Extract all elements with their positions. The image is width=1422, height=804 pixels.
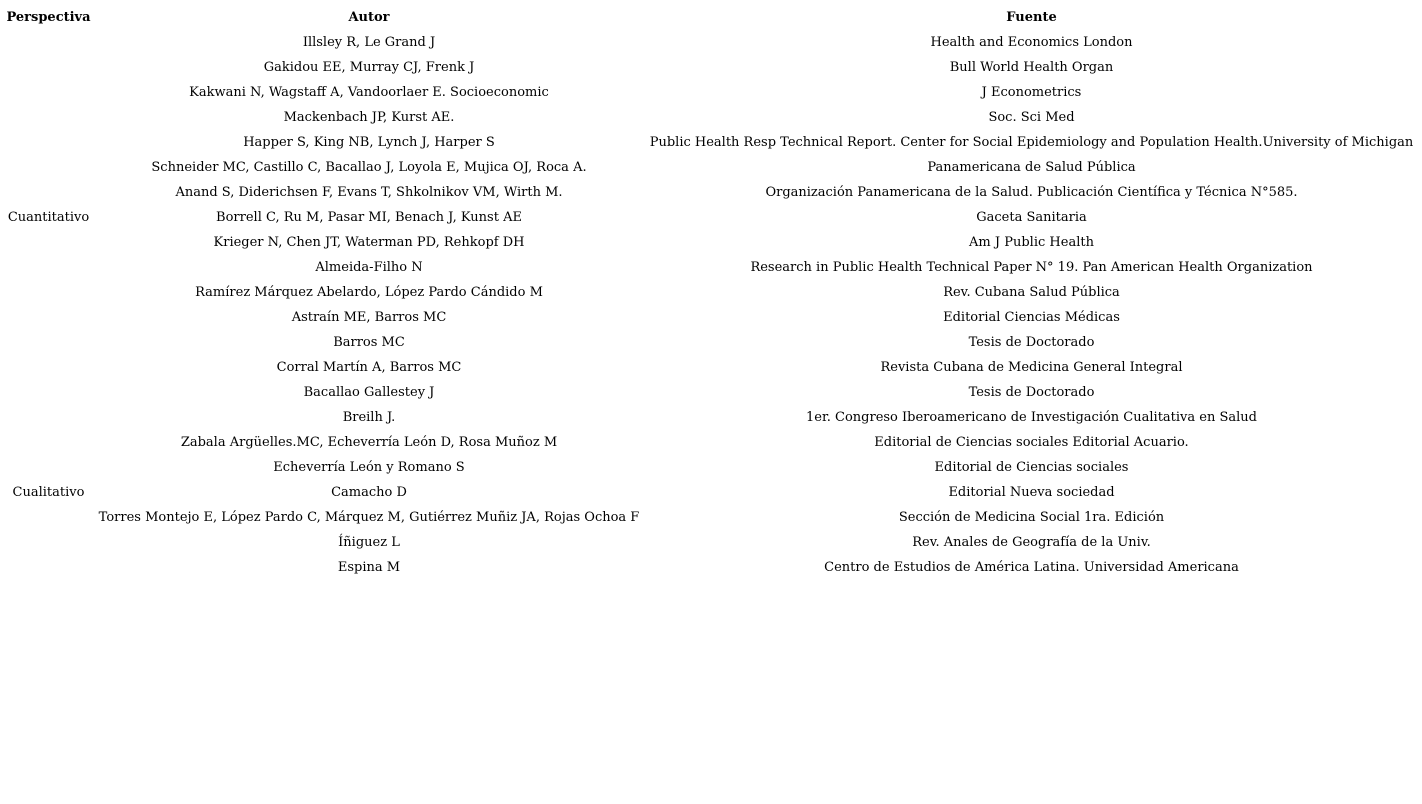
cell-fuente: Tesis de Doctorado: [968, 335, 1095, 350]
cell-autor: Mackenbach JP, Kurst AE.: [283, 110, 455, 125]
header-autor: Autor: [348, 10, 390, 25]
cell-autor: Astraín ME, Barros MC: [291, 310, 447, 325]
cell-fuente: Editorial de Ciencias sociales Editorial Acuario.: [874, 435, 1189, 450]
cell-autor: Anand S, Diderichsen F, Evans T, Shkolnikov VM, Wirth M.: [175, 185, 563, 200]
cell-perspectiva: [0, 455, 97, 480]
table-row: [0, 355, 1422, 380]
table-row: [0, 330, 1422, 355]
cell-autor: Kakwani N, Wagstaff A, Vandoorlaer E. Socioeconomic: [189, 85, 549, 100]
cell-fuente: Health and Economics London: [930, 35, 1133, 50]
cell-autor: Borrell C, Ru M, Pasar MI, Benach J, Kunst AE: [216, 210, 522, 225]
table-row: [0, 480, 1422, 505]
cell-autor: Illsley R, Le Grand J: [302, 35, 436, 50]
cell-perspectiva: [0, 555, 97, 580]
cell-fuente: Sección de Medicina Social 1ra. Edición: [898, 510, 1165, 525]
cell-autor: Schneider MC, Castillo C, Bacallao J, Loyola E, Mujica OJ, Roca A.: [151, 160, 587, 175]
cell-fuente: Am J Public Health: [969, 235, 1094, 250]
cell-perspectiva: [0, 305, 97, 330]
cell-perspectiva: [0, 255, 97, 280]
table-row: [0, 105, 1422, 130]
cell-perspectiva: [0, 155, 97, 180]
cell-fuente: Research in Public Health Technical Paper N° 19. Pan American Health Organization: [750, 260, 1313, 275]
cell-perspectiva: [0, 180, 97, 205]
cell-perspectiva: [0, 130, 97, 155]
table-row: [0, 280, 1422, 305]
cell-fuente: J Econometrics: [981, 85, 1082, 100]
cell-autor: Breilh J.: [342, 410, 396, 425]
table-row: [0, 230, 1422, 255]
table-row: [0, 30, 1422, 55]
cell-fuente: Panamericana de Salud Pública: [927, 160, 1136, 175]
cell-autor: Espina M: [337, 560, 401, 575]
cell-perspectiva: [0, 530, 97, 555]
table-row: [0, 555, 1422, 580]
cell-autor: Ramírez Márquez Abelardo, López Pardo Cándido M: [195, 285, 543, 300]
cell-perspectiva: [0, 280, 97, 305]
table-body: [0, 30, 1422, 580]
cell-autor: Almeida-Filho N: [315, 260, 423, 275]
cell-perspectiva: [0, 330, 97, 355]
cell-fuente: Public Health Resp Technical Report. Center for Social Epidemiology and Population Health.University of Michigan: [649, 135, 1414, 150]
cell-fuente: Rev. Anales de Geografía de la Univ.: [912, 535, 1151, 550]
cell-autor: Camacho D: [331, 485, 407, 500]
cell-fuente: Revista Cubana de Medicina General Integral: [880, 360, 1183, 375]
cell-autor: Barros MC: [333, 335, 405, 350]
table-row: [0, 505, 1422, 530]
cell-perspectiva: [0, 230, 97, 255]
cell-autor: Corral Martín A, Barros MC: [276, 360, 462, 375]
table-row: [0, 380, 1422, 405]
cell-fuente: Bull World Health Organ: [949, 60, 1114, 75]
cell-fuente: Centro de Estudios de América Latina. Universidad Americana: [824, 560, 1239, 575]
cell-fuente: Rev. Cubana Salud Pública: [943, 285, 1120, 300]
cell-perspectiva: Cualitativo: [12, 485, 85, 500]
header-row: [0, 5, 1422, 30]
table-row: [0, 55, 1422, 80]
cell-perspectiva: [0, 505, 97, 530]
references-table: [0, 5, 1422, 580]
cell-fuente: Editorial Ciencias Médicas: [943, 310, 1120, 325]
cell-fuente: Gaceta Sanitaria: [976, 210, 1087, 225]
table-row: [0, 130, 1422, 155]
table-row: [0, 155, 1422, 180]
cell-autor: Zabala Argüelles.MC, Echeverría León D, Rosa Muñoz M: [180, 435, 558, 450]
cell-autor: Echeverría León y Romano S: [273, 460, 465, 475]
table-row: [0, 430, 1422, 455]
cell-fuente: 1er. Congreso Iberoamericano de Investigación Cualitativa en Salud: [806, 410, 1257, 425]
cell-fuente: Organización Panamericana de la Salud. Publicación Científica y Técnica N°585.: [765, 185, 1298, 200]
cell-perspectiva: [0, 80, 97, 105]
table-row: [0, 180, 1422, 205]
table-row: [0, 530, 1422, 555]
table-row: [0, 255, 1422, 280]
table-row: [0, 405, 1422, 430]
cell-autor: Gakidou EE, Murray CJ, Frenk J: [263, 60, 475, 75]
cell-perspectiva: [0, 30, 97, 55]
cell-autor: Krieger N, Chen JT, Waterman PD, Rehkopf DH: [213, 235, 525, 250]
cell-perspectiva: [0, 405, 97, 430]
header-perspectiva: Perspectiva: [6, 10, 91, 25]
cell-autor: Íñiguez L: [338, 535, 400, 550]
cell-fuente: Editorial de Ciencias sociales: [934, 460, 1129, 475]
cell-perspectiva: [0, 105, 97, 130]
cell-autor: Bacallao Gallestey J: [303, 385, 435, 400]
cell-perspectiva: [0, 355, 97, 380]
table-row: [0, 455, 1422, 480]
table-row: [0, 305, 1422, 330]
cell-fuente: Tesis de Doctorado: [968, 385, 1095, 400]
cell-autor: Happer S, King NB, Lynch J, Harper S: [243, 135, 495, 150]
cell-fuente: Soc. Sci Med: [988, 110, 1075, 125]
table-row: [0, 205, 1422, 230]
table-row: [0, 80, 1422, 105]
cell-autor: Torres Montejo E, López Pardo C, Márquez M, Gutiérrez Muñiz JA, Rojas Ochoa F: [98, 510, 640, 525]
cell-perspectiva: [0, 55, 97, 80]
header-fuente: Fuente: [1006, 10, 1057, 25]
cell-perspectiva: Cuantitativo: [7, 210, 90, 225]
cell-fuente: Editorial Nueva sociedad: [948, 485, 1115, 500]
cell-perspectiva: [0, 430, 97, 455]
cell-perspectiva: [0, 380, 97, 405]
